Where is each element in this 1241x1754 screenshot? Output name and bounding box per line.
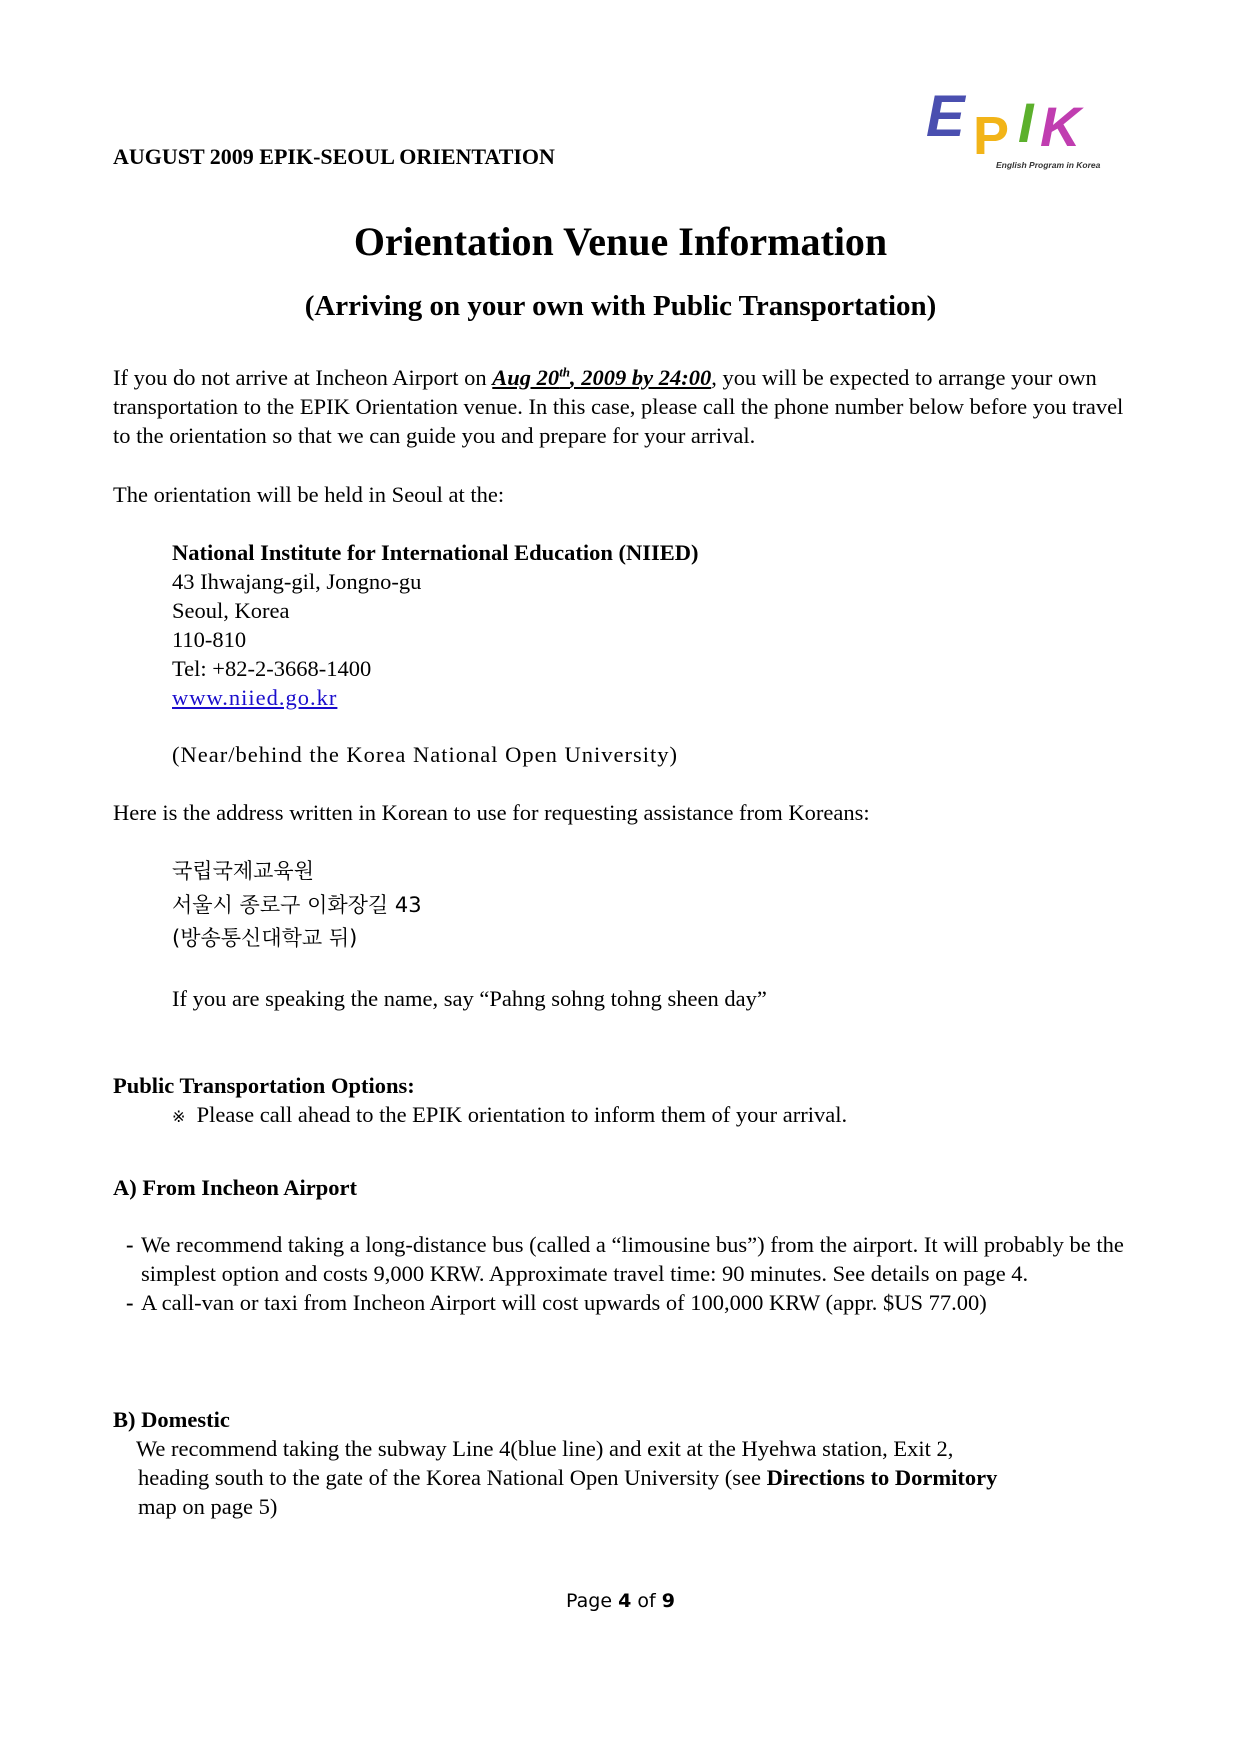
section-b-text bbox=[138, 1434, 1128, 1521]
venue-phone: Tel: +82-2-3668-1400 bbox=[172, 656, 372, 681]
section-b-line: We recommend taking the subway Line 4(blue line) and exit at the Hyehwa station, Exit 2, bbox=[136, 1436, 954, 1461]
footer-page-word: Page bbox=[566, 1590, 613, 1612]
document-header-label: AUGUST 2009 EPIK-SEOUL ORIENTATION bbox=[113, 144, 555, 169]
page-subtitle: (Arriving on your own with Public Transportation) bbox=[304, 290, 937, 322]
section-b-line-text: heading south to the gate of the Korea National Open University (see bbox=[138, 1465, 767, 1490]
call-ahead-text: Please call ahead to the EPIK orientation to inform them of your arrival. bbox=[196, 1102, 848, 1127]
korean-address-line: (방송통신대학교 뒤) bbox=[172, 926, 358, 950]
venue-street: 43 Ihwajang-gil, Jongno-gu bbox=[172, 569, 422, 594]
korean-address-line: 국립국제교육원 bbox=[172, 859, 315, 883]
reference-mark-icon: ※ bbox=[172, 1107, 186, 1126]
call-ahead-note bbox=[172, 1100, 847, 1131]
list-item-text: We recommend taking a long-distance bus (called a “limousine bus”) from the airport. It will probably be the simplest option and costs 9,000 KRW. Approximate travel time: 90 minutes. See details on page 4. bbox=[141, 1232, 1124, 1286]
deadline-date: Aug 20 bbox=[492, 365, 560, 390]
footer-of-word: of bbox=[637, 1590, 656, 1612]
section-a-heading: A) From Incheon Airport bbox=[113, 1175, 357, 1200]
list-item-text: A call-van or taxi from Incheon Airport will cost upwards of 100,000 KRW (appr. $US 77.00) bbox=[141, 1290, 987, 1315]
venue-location-note: (Near/behind the Korea National Open University) bbox=[172, 742, 678, 767]
venue-postal-code: 110-810 bbox=[172, 627, 247, 652]
footer-total-pages: 9 bbox=[661, 1590, 675, 1612]
held-at-text: The orientation will be held in Seoul at the: bbox=[113, 482, 505, 507]
venue-address-block bbox=[172, 538, 699, 712]
page-title: Orientation Venue Information bbox=[353, 219, 888, 264]
arrival-deadline bbox=[492, 365, 711, 390]
intro-paragraph bbox=[113, 363, 1133, 450]
epik-logo bbox=[918, 84, 1118, 174]
logo-letter-e: E bbox=[926, 84, 965, 149]
deadline-time: , 2009 by 24:00 bbox=[570, 365, 712, 390]
bullet-dash: - bbox=[126, 1290, 134, 1315]
section-b-line bbox=[138, 1463, 1128, 1492]
section-a-list bbox=[126, 1230, 1136, 1317]
korean-address-line: 서울시 종로구 이화장길 43 bbox=[172, 892, 422, 917]
directions-reference: Directions to Dormitory bbox=[766, 1465, 998, 1490]
intro-after: , you will be expected to arrange your own transportation to the EPIK Orientation venue. In this case, please call the phone number below before you travel to the orientation so that we can guide you and prepare for your arrival. bbox=[113, 365, 1124, 448]
venue-city: Seoul, Korea bbox=[172, 598, 290, 623]
page-footer bbox=[0, 1590, 1241, 1612]
list-item bbox=[126, 1230, 1136, 1288]
venue-name: National Institute for International Education (NIIED) bbox=[172, 540, 699, 565]
deadline-date-sup: th bbox=[559, 364, 571, 380]
logo-letter-i: I bbox=[1018, 91, 1034, 154]
bullet-dash: - bbox=[126, 1232, 134, 1257]
intro-before: If you do not arrive at Incheon Airport on bbox=[113, 365, 493, 390]
footer-current-page: 4 bbox=[618, 1590, 632, 1612]
korean-address bbox=[172, 855, 422, 956]
venue-website-link[interactable]: www.niied.go.kr bbox=[172, 685, 338, 710]
logo-letter-k: K bbox=[1040, 95, 1081, 158]
section-b-line: map on page 5) bbox=[138, 1494, 278, 1519]
logo-tagline: English Program in Korea bbox=[996, 160, 1101, 170]
epik-logo-icon bbox=[918, 84, 1118, 174]
korean-address-intro: Here is the address written in Korean to use for requesting assistance from Koreans: bbox=[113, 800, 870, 825]
list-item bbox=[126, 1288, 1136, 1317]
section-b-heading: B) Domestic bbox=[113, 1407, 230, 1432]
pronunciation-tip: If you are speaking the name, say “Pahng sohng tohng sheen day” bbox=[172, 986, 767, 1011]
logo-letter-p: P bbox=[973, 106, 1010, 166]
transport-heading: Public Transportation Options: bbox=[113, 1073, 415, 1098]
